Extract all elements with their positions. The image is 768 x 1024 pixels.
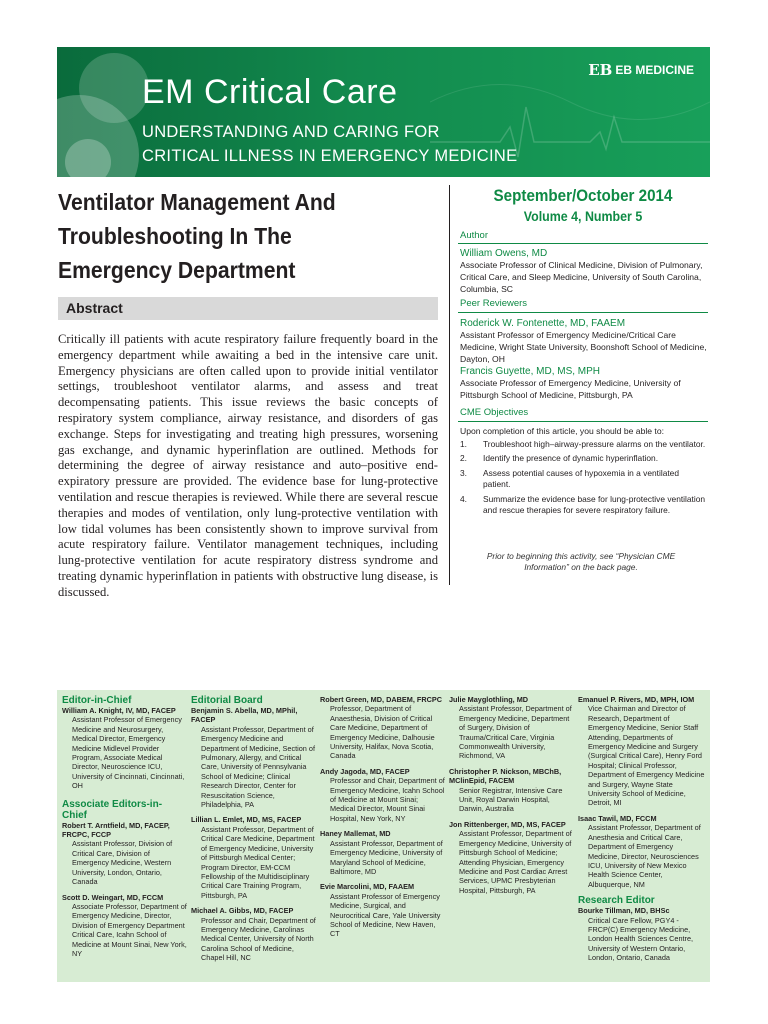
- research-editor-heading: Research Editor: [578, 895, 655, 907]
- board-member-name: Emanuel P. Rivers, MD, MPH, IOM: [578, 695, 695, 704]
- board-member-affiliation: Assistant Professor, Department of Emergency Medicine, University of Maryland School of Medicine, Baltimore, MD: [330, 838, 443, 876]
- cme-objectives-label: CME Objectives: [460, 407, 529, 418]
- section-rule: [458, 312, 708, 313]
- board-member-affiliation: Assistant Professor, Division of Critical Care, Division of Emergency Medicine, Western University, London, Ontario, Canada: [72, 839, 173, 887]
- board-column-2: [191, 695, 317, 969]
- board-member-affiliation: Vice Chairman and Director of Research, Department of Emergency Medicine, Senior Staff Attending, Departments of Emergency Medicine and Surgery (Surgical Critical Care), Henry Ford Hospital; Clinical Professor, Department of Emergency Medicine and Surgery, Wayne State University School of Medicine, Detroit, MI: [588, 704, 705, 808]
- issue-date: September/October 2014: [493, 187, 673, 205]
- board-member-affiliation: Professor and Chair, Department of Emergency Medicine, Carolinas Medical Center, University of North Carolina School of Medicine, Chapel Hill, NC: [201, 915, 316, 963]
- associate-editors-heading: Associate Editors-in-Chief: [62, 798, 163, 821]
- board-member-name: Scott D. Weingart, MD, FCCM: [62, 892, 164, 902]
- issue-volume: Volume 4, Number 5: [523, 209, 643, 224]
- list-item: 2. Identify the presence of dynamic hyperinflation.: [460, 453, 659, 464]
- board-member-name: Evie Marcolini, MD, FAAEM: [320, 882, 415, 892]
- cme-objectives-list: [460, 439, 708, 519]
- board-member-name: Bourke Tillman, MD, BHSc: [578, 906, 670, 916]
- board-member-affiliation: Assistant Professor, Department of Critical Care Medicine, Department of Emergency Medicine, University of Pittsburgh Medical Center; Program Director, EM-CCM Fellowship of the Multidisciplinary Critical Care Training Program, Pittsburgh, PA: [201, 824, 315, 900]
- reviewer-affiliation: Assistant Professor of Emergency Medicine/Critical Care Medicine, Wright State University, Boonshoft School of Medicine, Dayton, OH: [460, 330, 707, 364]
- board-column-3: [320, 695, 445, 945]
- board-member-affiliation: Critical Care Fellow, PGY4 - FRCP(C) Emergency Medicine, London Health Sciences Centre, University of Western Ontario, London, Ontario, Canada: [588, 915, 694, 963]
- board-column-4: [449, 695, 575, 901]
- article-title-line: Troubleshooting In The: [58, 223, 292, 249]
- reviewer-name: Roderick W. Fontenette, MD, FAAEM: [460, 318, 626, 329]
- editor-in-chief-heading: Editor-in-Chief: [62, 695, 132, 706]
- author-label: Author: [460, 230, 488, 241]
- list-item: 3. Assess potential causes of hypoxemia in a ventilated patient.: [460, 467, 679, 490]
- publisher-logo: [588, 61, 694, 79]
- board-member-affiliation: Assistant Professor, Department of Emergency Medicine, University of Pittsburgh School of Medicine; Attending Physician, Emergency Medicine and Post Cardiac Arrest Services, UPMC Presbyterian Hospital, Pittsburgh, PA: [459, 829, 572, 895]
- cme-note: Prior to beginning this activity, see “Physician CME Information” on the back page.: [486, 551, 676, 573]
- board-member-name: Lillian L. Emlet, MD, MS, FACEP: [191, 815, 302, 825]
- masthead-banner: [57, 47, 710, 177]
- article-title: [58, 185, 391, 287]
- author-name: William Owens, MD: [460, 248, 548, 259]
- journal-subtitle-line1: UNDERSTANDING AND CARING FOR: [142, 123, 440, 141]
- board-member-affiliation: Senior Registrar, Intensive Care Unit, Royal Darwin Hospital, Darwin, Australia: [459, 785, 563, 814]
- cme-intro: Upon completion of this article, you should be able to:: [460, 426, 664, 436]
- journal-title: EM Critical Care: [142, 73, 398, 111]
- list-item: 1. Troubleshoot high–airway-pressure alarms on the ventilator.: [460, 439, 706, 449]
- board-member-affiliation: Professor and Chair, Department of Emergency Medicine, Icahn School of Medicine at Mount Sinai; Medical Director, Mount Sinai Hospital, New York, NY: [330, 776, 445, 823]
- board-member-name: Michael A. Gibbs, MD, FACEP: [191, 906, 294, 916]
- journal-subtitle-line2: CRITICAL ILLNESS IN EMERGENCY MEDICINE: [142, 147, 518, 165]
- eb-logo-icon: EB: [588, 61, 613, 79]
- board-member-name: William A. Knight, IV, MD, FACEP: [62, 706, 176, 715]
- section-rule: [458, 421, 708, 422]
- board-member-affiliation: Assistant Professor of Emergency Medicine and Neurosurgery, Medical Director, Emergency Medicine Midlevel Provider Program, Associate Medical Director, Neuroscience ICU, University of Cincinnati, Cincinnati, OH: [72, 715, 185, 791]
- decorative-circle: [65, 139, 111, 177]
- abstract-text: Critically ill patients with acute respiratory failure frequently board in the emergency department while awaiting a bed in the intensive care unit. Emergency physicians are often called upon to provide initial ventilator settings, troubleshoot ventilator alarms, and assess and treat decompensating patients. This issue reviews the basic concepts of respiratory system compliance, airway resistance, and disorders of gas exchange. Steps for investigating and treating high pressures, worsening gas exchange, and dynamic hyperinflation are outlined. Methods for determining the degree of airway resistance and auto–positive end-expiratory pressure are provided. The evidence base for lung-protective ventilation and rescue therapies is reviewed. While there are several rescue therapies and modes of ventilation, only lung-protective ventilation with low tidal volumes has been consistently shown to improve survival from acute respiratory failure. Ventilator management techniques, including lung-protective ventilation for acute respiratory distress syndrome and treating dynamic hyperinflation in patients with obstructive lung disease, is discussed.: [58, 332, 438, 599]
- board-member-affiliation: Professor, Department of Anaesthesia, Division of Critical Care Medicine, Department of Emergency Medicine, Dalhousie University, Halifax, Nova Scotia, Canada: [330, 704, 435, 761]
- board-member-affiliation: Assistant Professor, Department of Emergency Medicine and Department of Medicine, Section of Pulmonary, Allergy, and Critical Care, University of Pennsylvania School of Medicine; Clinical Research Director, Center for Resuscitation Science, Philadelphia, PA: [201, 724, 315, 810]
- list-item: 4. Summarize the evidence base for lung-protective ventilation and rescue therapies for severe respiratory failure.: [460, 493, 706, 516]
- board-member-name: Robert T. Arntfield, MD, FACEP, FRCPC, FCCP: [62, 820, 170, 840]
- board-column-5: [578, 695, 706, 969]
- board-member-affiliation: Associate Professor, Department of Emergency Medicine, Director, Division of Emergency Department Critical Care, Icahn School of Medicine at Mount Sinai, New York, NY: [72, 901, 187, 958]
- board-member-name: Christopher P. Nickson, MBChB, MClinEpid, FACEM: [449, 766, 562, 786]
- editorial-board-heading: Editorial Board: [191, 695, 263, 706]
- board-column-1: [62, 695, 187, 964]
- abstract-heading: Abstract: [58, 297, 438, 320]
- board-member-name: Isaac Tawil, MD, FCCM: [578, 813, 657, 823]
- editorial-board-panel: [57, 690, 710, 982]
- column-divider: [449, 185, 450, 585]
- board-member-name: Robert Green, MD, DABEM, FRCPC: [320, 695, 443, 704]
- reviewer-affiliation: Associate Professor of Emergency Medicine, University of Pittsburgh School of Medicine, Pittsburgh, PA: [460, 378, 681, 400]
- board-member-affiliation: Assistant Professor, Department of Emergency Medicine, Department of Surgery, Division of Trauma/Critical Care, Virginia Commonwealth University, Richmond, VA: [459, 704, 572, 761]
- board-member-affiliation: Assistant Professor, Department of Anesthesia and Critical Care, Department of Emergency Medicine, Director, Neurosciences ICU, University of New Mexico Health Science Center, Albuquerque, NM: [588, 823, 701, 889]
- board-member-name: Andy Jagoda, MD, FACEP: [320, 766, 410, 776]
- article-title-line: Ventilator Management And: [58, 189, 336, 215]
- board-member-name: Benjamin S. Abella, MD, MPhil, FACEP: [191, 706, 298, 725]
- section-rule: [458, 243, 708, 244]
- article-title-line: Emergency Department: [58, 257, 296, 283]
- decorative-circle: [79, 53, 149, 123]
- board-member-affiliation: Assistant Professor of Emergency Medicine, Surgical, and Neurocritical Care, Yale University School of Medicine, New Haven, CT: [330, 891, 441, 939]
- board-member-name: Jon Rittenberger, MD, MS, FACEP: [449, 819, 566, 829]
- reviewer-name: Francis Guyette, MD, MS, MPH: [460, 366, 601, 377]
- peer-reviewers-label: Peer Reviewers: [460, 298, 528, 309]
- board-member-name: Haney Mallemat, MD: [320, 829, 391, 839]
- publisher-logo-text: EB MEDICINE: [615, 63, 694, 77]
- author-affiliation: Associate Professor of Clinical Medicine, Division of Pulmonary, Critical Care, and Sleep Medicine, University of South Carolina, Columbia, SC: [460, 260, 703, 294]
- board-member-name: Julie Mayglothling, MD: [449, 695, 529, 704]
